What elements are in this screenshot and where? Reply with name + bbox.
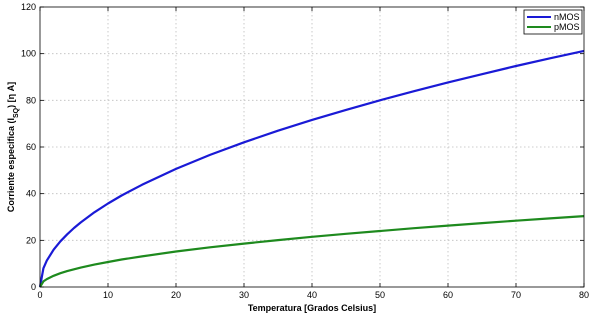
grid xyxy=(40,7,584,287)
x-tick-label: 30 xyxy=(238,290,250,300)
y-tick-label: 120 xyxy=(20,2,36,12)
legend-label-nmos: nMOS xyxy=(554,12,580,22)
x-tick-label: 70 xyxy=(510,290,522,300)
legend xyxy=(524,10,582,34)
y-axis-tick-labels xyxy=(21,2,36,292)
x-tick-label: 20 xyxy=(170,290,182,300)
x-tick-label: 0 xyxy=(37,290,43,300)
y-axis-label-subscript: SQ xyxy=(12,107,20,119)
y-axis-label xyxy=(6,82,20,212)
x-tick-label: 40 xyxy=(306,290,318,300)
y-axis-label-prefix: Corriente especifica (I xyxy=(6,118,16,213)
x-axis-label: Temperatura [Grados Celsius] xyxy=(247,303,377,313)
y-tick-label: 100 xyxy=(20,48,36,59)
y-tick-label: 0 xyxy=(30,282,36,292)
y-tick-label: 40 xyxy=(25,188,36,199)
y-axis-label-suffix: ) [η A] xyxy=(6,81,16,108)
y-tick-label: 60 xyxy=(25,142,36,152)
x-tick-label: 80 xyxy=(578,290,590,300)
x-tick-label: 60 xyxy=(442,290,454,300)
x-tick-label: 10 xyxy=(102,290,114,300)
y-tick-label: 20 xyxy=(25,235,36,246)
y-tick-label: 80 xyxy=(25,95,36,106)
legend-label-pmos: pMOS xyxy=(554,22,580,32)
x-tick-label: 50 xyxy=(374,290,386,300)
x-axis-tick-labels xyxy=(37,290,589,300)
